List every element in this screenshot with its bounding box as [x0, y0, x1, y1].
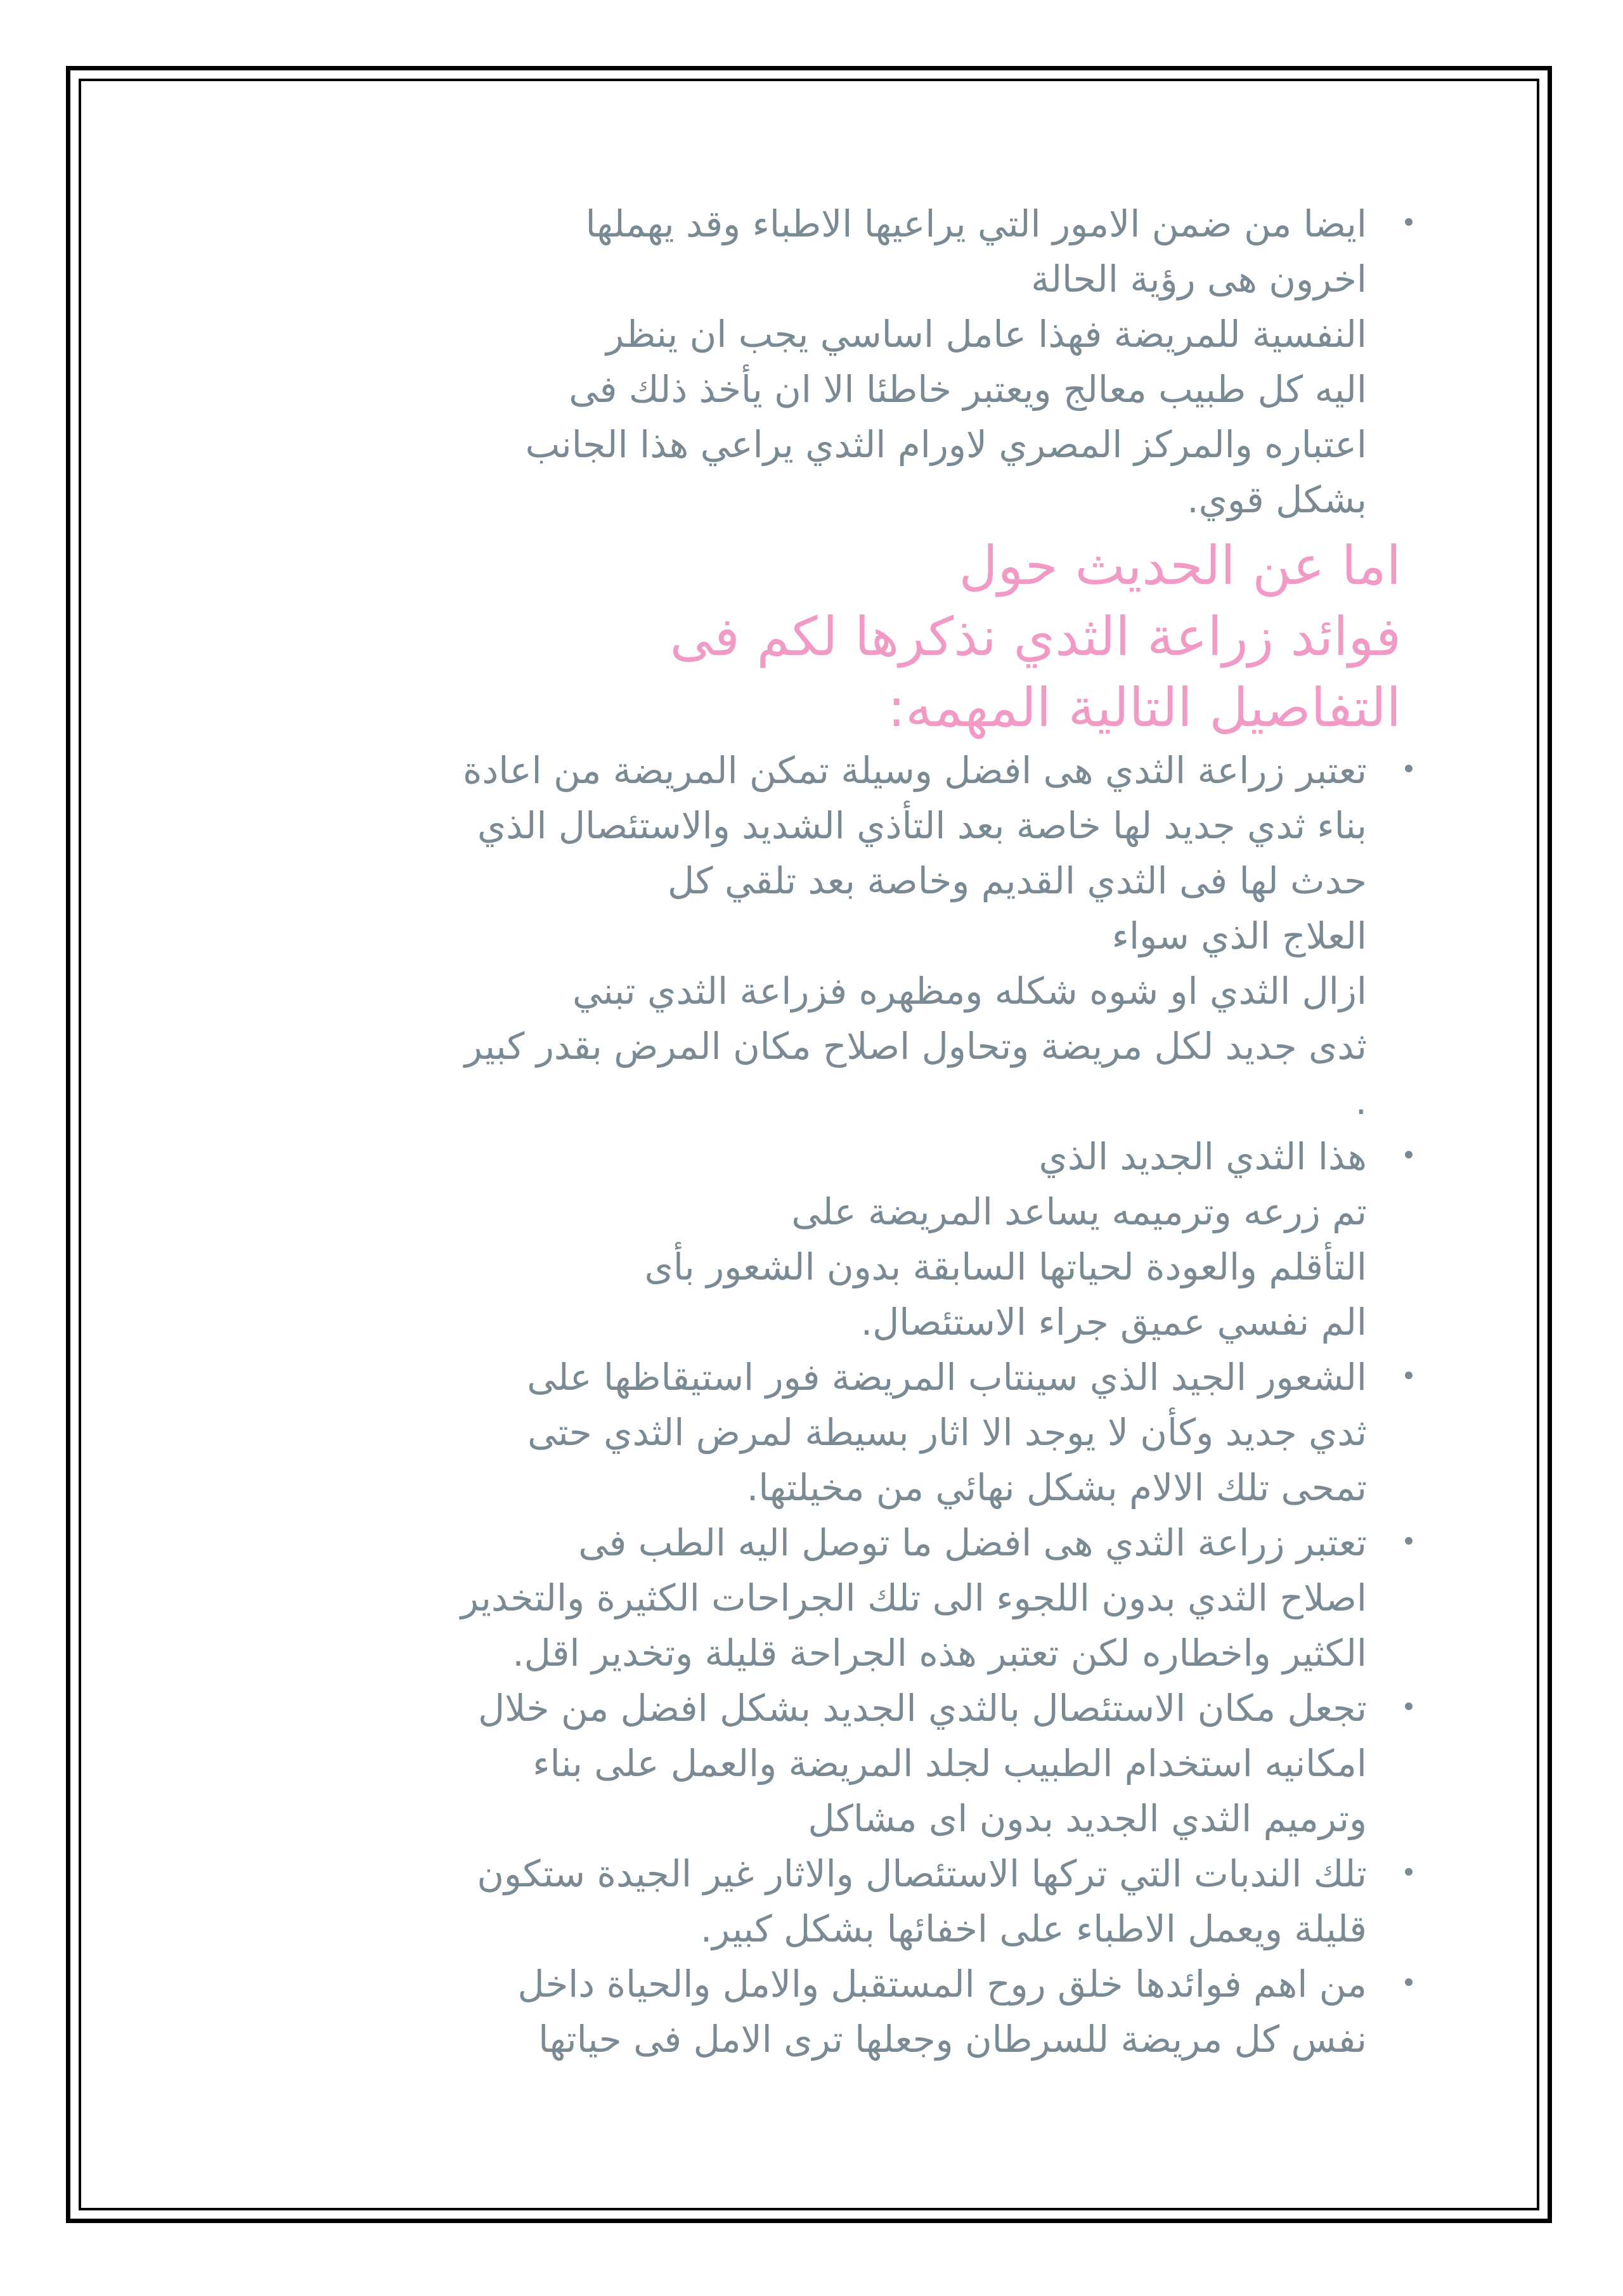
text-line: حدث لها فى الثدي القديم وخاصة بعد تلقي كل [668, 859, 1367, 902]
text-line: بناء ثدي جديد لها خاصة بعد التأذي الشديد والاستئصال الذي [477, 804, 1367, 847]
text-line: قليلة ويعمل الاطباء على اخفائها بشكل كبير. [700, 1907, 1367, 1950]
text-line: التأقلم والعودة لحياتها السابقة بدون الشعور بأى [644, 1245, 1367, 1288]
list-item-text [241, 1129, 1401, 1350]
bullet-icon [1405, 1703, 1413, 1710]
text-line: ثدي جديد وكأن لا يوجد الا اثار بسيطة لمرض الثدي حتى [527, 1411, 1367, 1454]
text-line: الم نفسي عميق جراء الاستئصال. [860, 1300, 1367, 1344]
text-line: النفسية للمريضة فهذا عامل اساسي يجب ان ينظر [605, 313, 1367, 356]
intro-paragraph [241, 197, 1401, 528]
bullet-icon [1405, 1978, 1413, 1986]
list-item-text [241, 1350, 1401, 1515]
text-line: . [1355, 1080, 1367, 1123]
heading-line: اما عن الحديث حول [959, 535, 1401, 597]
document-body [241, 197, 1401, 2067]
text-line: تم زرعه وترميمه يساعد المريضة على [791, 1190, 1367, 1233]
text-line: الشعور الجيد الذي سينتاب المريضة فور استيقاظها على [527, 1356, 1367, 1399]
bullet-icon [1405, 765, 1413, 772]
text-line: بشكل قوي. [1187, 478, 1367, 521]
list-item [241, 1957, 1401, 2067]
text-line: تجعل مكان الاستئصال بالثدي الجديد بشكل افضل من خلال [477, 1687, 1367, 1730]
text-line: اليه كل طبيب معالج ويعتبر خاطئا الا ان يأخذ ذلك فى [569, 368, 1367, 411]
list-item [241, 1129, 1401, 1350]
bullet-icon [1405, 218, 1413, 226]
list-item [241, 1350, 1401, 1515]
list-item [241, 743, 1401, 1129]
list-item [241, 1846, 1401, 1957]
text-line: من اهم فوائدها خلق روح المستقبل والامل والحياة داخل [517, 1962, 1367, 2006]
list-item-text [241, 1846, 1401, 1957]
bullet-icon [1405, 1868, 1413, 1876]
text-line: وترميم الثدي الجديد بدون اى مشاكل [808, 1797, 1367, 1840]
text-line: اعتباره والمركز المصري لاورام الثدي يراعي هذا الجانب [525, 423, 1367, 466]
text-line: اخرون هى رؤية الحالة [1031, 257, 1367, 301]
text-line: نفس كل مريضة للسرطان وجعلها ترى الامل فى حياتها [538, 2018, 1367, 2061]
text-line: تمحى تلك الالام بشكل نهائي من مخيلتها. [746, 1466, 1367, 1509]
heading-line: التفاصيل التالية المهمه: [887, 677, 1401, 739]
list-item-text [241, 1515, 1401, 1681]
list-item-text [241, 1681, 1401, 1846]
text-line: الكثير واخطاره لكن تعتبر هذه الجراحة قليلة وتخدير اقل. [512, 1631, 1367, 1675]
bullet-icon [1405, 1151, 1413, 1158]
bullet-icon [1405, 1537, 1413, 1545]
benefits-list [241, 743, 1401, 2067]
text-line: العلاج الذي سواء [1111, 914, 1367, 957]
text-line: تعتبر زراعة الثدي هى افضل وسيلة تمكن المريضة من اعادة [463, 749, 1367, 792]
text-line: تلك الندبات التي تركها الاستئصال والاثار غير الجيدة ستكون [477, 1852, 1367, 1895]
list-item [241, 1681, 1401, 1846]
text-line: ايضا من ضمن الامور التي يراعيها الاطباء وقد يهملها [585, 202, 1367, 245]
intro-list-item [241, 197, 1401, 528]
list-item [241, 1515, 1401, 1681]
text-line: ثدى جديد لكل مريضة وتحاول اصلاح مكان المرض بقدر كبير [464, 1025, 1367, 1068]
bullet-icon [1405, 1372, 1413, 1379]
list-item-text [241, 1957, 1401, 2067]
list-item-text [241, 743, 1401, 1129]
heading-line: فوائد زراعة الثدي نذكرها لكم فى [669, 606, 1401, 668]
text-line: اصلاح الثدي بدون اللجوء الى تلك الجراحات الكثيرة والتخدير [460, 1576, 1367, 1619]
section-heading [241, 530, 1401, 743]
text-line: هذا الثدي الجديد الذي [1038, 1135, 1367, 1178]
text-line: ازال الثدي او شوه شكله ومظهره فزراعة الثدي تبني [572, 970, 1367, 1013]
text-line: امكانيه استخدام الطبيب لجلد المريضة والعمل على بناء [533, 1742, 1367, 1785]
text-line: تعتبر زراعة الثدي هى افضل ما توصل اليه الطب فى [578, 1521, 1367, 1564]
